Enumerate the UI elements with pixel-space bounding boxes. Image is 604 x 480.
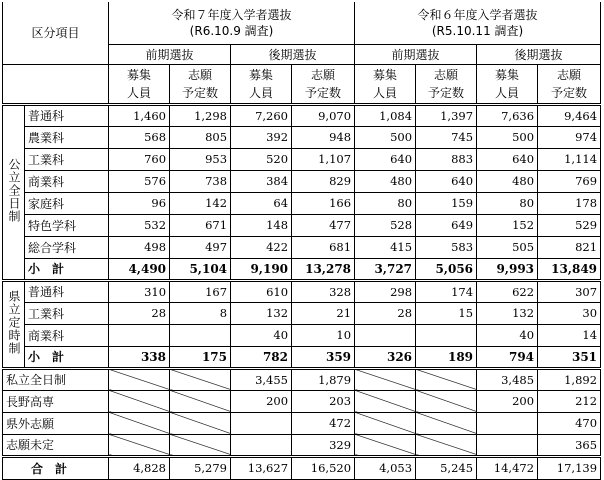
value-cell: 142 bbox=[170, 192, 231, 214]
value-cell: 769 bbox=[538, 170, 601, 192]
value-cell: 5,279 bbox=[170, 456, 231, 479]
row-label: 小 計 bbox=[25, 346, 109, 368]
value-cell: 9,070 bbox=[292, 104, 355, 126]
value-cell: 576 bbox=[109, 170, 170, 192]
applicants-label-2: 予定数 bbox=[182, 85, 219, 100]
value-cell: 529 bbox=[538, 214, 601, 236]
value-cell bbox=[477, 434, 538, 456]
value-cell: 649 bbox=[416, 214, 477, 236]
value-cell: 13,627 bbox=[231, 456, 292, 479]
applicants-label-1: 志願 bbox=[311, 67, 336, 82]
value-cell: 152 bbox=[477, 214, 538, 236]
value-cell: 681 bbox=[292, 236, 355, 258]
quota-label-1: 募集 bbox=[373, 67, 398, 82]
value-cell: 175 bbox=[170, 346, 231, 368]
not-applicable-cell bbox=[416, 390, 477, 412]
value-cell: 8 bbox=[170, 302, 231, 324]
value-cell: 974 bbox=[538, 126, 601, 148]
value-cell: 477 bbox=[292, 214, 355, 236]
value-cell: 328 bbox=[292, 280, 355, 302]
value-cell: 4,053 bbox=[355, 456, 416, 479]
value-cell: 392 bbox=[231, 126, 292, 148]
value-cell: 148 bbox=[231, 214, 292, 236]
quota-label-1: 募集 bbox=[249, 67, 274, 82]
value-cell: 96 bbox=[109, 192, 170, 214]
quota-header bbox=[109, 64, 170, 104]
value-cell: 200 bbox=[231, 390, 292, 412]
value-cell: 200 bbox=[477, 390, 538, 412]
row-label: 工業科 bbox=[25, 148, 109, 170]
applicants-label-1: 志願 bbox=[188, 67, 213, 82]
row-label: 工業科 bbox=[25, 302, 109, 324]
enrollment-table-container bbox=[2, 2, 601, 480]
value-cell: 159 bbox=[416, 192, 477, 214]
not-applicable-cell bbox=[109, 412, 170, 434]
r7-late-header: 後期選抜 bbox=[231, 44, 355, 64]
enrollment-table bbox=[2, 2, 601, 480]
applicants-header bbox=[538, 64, 601, 104]
r6-title: 令和６年度入学者選抜 bbox=[417, 7, 538, 22]
value-cell: 80 bbox=[355, 192, 416, 214]
not-applicable-cell bbox=[416, 368, 477, 390]
value-cell: 28 bbox=[355, 302, 416, 324]
row-label: 志願未定 bbox=[3, 434, 109, 456]
value-cell: 132 bbox=[231, 302, 292, 324]
value-cell: 167 bbox=[170, 280, 231, 302]
table-row bbox=[3, 170, 601, 192]
value-cell: 365 bbox=[538, 434, 601, 456]
value-cell: 1,107 bbox=[292, 148, 355, 170]
not-applicable-cell bbox=[355, 434, 416, 456]
value-cell: 14,472 bbox=[477, 456, 538, 479]
value-cell: 497 bbox=[170, 236, 231, 258]
value-cell: 415 bbox=[355, 236, 416, 258]
not-applicable-cell bbox=[416, 434, 477, 456]
value-cell: 9,464 bbox=[538, 104, 601, 126]
value-cell: 829 bbox=[292, 170, 355, 192]
value-cell: 610 bbox=[231, 280, 292, 302]
value-cell: 1,397 bbox=[416, 104, 477, 126]
public-full-group bbox=[3, 104, 25, 280]
value-cell: 1,892 bbox=[538, 368, 601, 390]
value-cell: 15 bbox=[416, 302, 477, 324]
value-cell bbox=[416, 324, 477, 346]
value-cell: 953 bbox=[170, 148, 231, 170]
applicants-label-2: 予定数 bbox=[428, 85, 465, 100]
value-cell: 166 bbox=[292, 192, 355, 214]
value-cell: 132 bbox=[477, 302, 538, 324]
value-cell: 1,114 bbox=[538, 148, 601, 170]
value-cell: 298 bbox=[355, 280, 416, 302]
value-cell: 178 bbox=[538, 192, 601, 214]
value-cell: 40 bbox=[231, 324, 292, 346]
row-label: 小 計 bbox=[25, 258, 109, 280]
applicants-label-1: 志願 bbox=[557, 67, 582, 82]
value-cell: 338 bbox=[109, 346, 170, 368]
value-cell: 794 bbox=[477, 346, 538, 368]
value-cell: 422 bbox=[231, 236, 292, 258]
table-row bbox=[3, 368, 601, 390]
table-row bbox=[3, 390, 601, 412]
value-cell: 948 bbox=[292, 126, 355, 148]
value-cell bbox=[231, 412, 292, 434]
applicants-header bbox=[170, 64, 231, 104]
value-cell: 9,993 bbox=[477, 258, 538, 280]
value-cell: 307 bbox=[538, 280, 601, 302]
applicants-label-1: 志願 bbox=[434, 67, 459, 82]
value-cell: 528 bbox=[355, 214, 416, 236]
value-cell: 329 bbox=[292, 434, 355, 456]
quota-label-2: 人員 bbox=[249, 85, 274, 100]
value-cell: 21 bbox=[292, 302, 355, 324]
not-applicable-cell bbox=[355, 412, 416, 434]
value-cell: 640 bbox=[416, 170, 477, 192]
row-label: 総合学科 bbox=[25, 236, 109, 258]
value-cell: 883 bbox=[416, 148, 477, 170]
r7-survey-date: (R6.10.9 調査) bbox=[189, 23, 274, 38]
value-cell: 738 bbox=[170, 170, 231, 192]
table-row bbox=[3, 126, 601, 148]
table-row bbox=[3, 434, 601, 456]
quota-header bbox=[231, 64, 292, 104]
quota-label-2: 人員 bbox=[127, 85, 152, 100]
value-cell: 480 bbox=[477, 170, 538, 192]
r7-early-header: 前期選抜 bbox=[109, 44, 231, 64]
value-cell: 4,490 bbox=[109, 258, 170, 280]
row-label: 商業科 bbox=[25, 170, 109, 192]
value-cell: 5,245 bbox=[416, 456, 477, 479]
value-cell: 16,520 bbox=[292, 456, 355, 479]
row-label: 私立全日制 bbox=[3, 368, 109, 390]
value-cell: 17,139 bbox=[538, 456, 601, 479]
value-cell: 583 bbox=[416, 236, 477, 258]
table-row bbox=[3, 214, 601, 236]
total-row bbox=[3, 456, 601, 479]
subheader-blank bbox=[3, 64, 109, 104]
value-cell: 351 bbox=[538, 346, 601, 368]
r6-survey-date: (R5.10.11 調査) bbox=[431, 23, 524, 38]
value-cell: 310 bbox=[109, 280, 170, 302]
value-cell: 40 bbox=[477, 324, 538, 346]
value-cell: 1,298 bbox=[170, 104, 231, 126]
applicants-header bbox=[292, 64, 355, 104]
quota-label-2: 人員 bbox=[373, 85, 398, 100]
value-cell: 3,455 bbox=[231, 368, 292, 390]
value-cell: 384 bbox=[231, 170, 292, 192]
r6-late-header: 後期選抜 bbox=[477, 44, 601, 64]
row-label: 長野高専 bbox=[3, 390, 109, 412]
not-applicable-cell bbox=[170, 434, 231, 456]
r7-title-cell bbox=[109, 2, 355, 44]
value-cell: 3,485 bbox=[477, 368, 538, 390]
subtotal-row bbox=[3, 258, 601, 280]
applicants-label-2: 予定数 bbox=[305, 85, 342, 100]
value-cell: 80 bbox=[477, 192, 538, 214]
value-cell: 1,084 bbox=[355, 104, 416, 126]
not-applicable-cell bbox=[109, 434, 170, 456]
row-label: 特色学科 bbox=[25, 214, 109, 236]
value-cell: 326 bbox=[355, 346, 416, 368]
not-applicable-cell bbox=[109, 390, 170, 412]
value-cell: 5,056 bbox=[416, 258, 477, 280]
value-cell: 5,104 bbox=[170, 258, 231, 280]
not-applicable-cell bbox=[416, 412, 477, 434]
table-row bbox=[3, 412, 601, 434]
table-row bbox=[3, 302, 601, 324]
value-cell: 7,636 bbox=[477, 104, 538, 126]
r7-title: 令和７年度入学者選抜 bbox=[171, 7, 292, 22]
value-cell: 640 bbox=[355, 148, 416, 170]
value-cell: 13,278 bbox=[292, 258, 355, 280]
quota-header bbox=[355, 64, 416, 104]
value-cell: 671 bbox=[170, 214, 231, 236]
value-cell: 14 bbox=[538, 324, 601, 346]
value-cell: 13,849 bbox=[538, 258, 601, 280]
value-cell: 480 bbox=[355, 170, 416, 192]
not-applicable-cell bbox=[355, 368, 416, 390]
not-applicable-cell bbox=[170, 390, 231, 412]
value-cell bbox=[355, 324, 416, 346]
value-cell: 640 bbox=[477, 148, 538, 170]
part-time-group-label: 県立定時制 bbox=[7, 290, 21, 355]
table-row bbox=[3, 236, 601, 258]
value-cell: 7,260 bbox=[231, 104, 292, 126]
not-applicable-cell bbox=[170, 412, 231, 434]
row-label: 家庭科 bbox=[25, 192, 109, 214]
value-cell: 28 bbox=[109, 302, 170, 324]
value-cell bbox=[231, 434, 292, 456]
value-cell: 1,460 bbox=[109, 104, 170, 126]
subtotal-row bbox=[3, 346, 601, 368]
value-cell: 520 bbox=[231, 148, 292, 170]
row-label: 商業科 bbox=[25, 324, 109, 346]
value-cell: 212 bbox=[538, 390, 601, 412]
value-cell bbox=[109, 324, 170, 346]
value-cell: 359 bbox=[292, 346, 355, 368]
value-cell: 805 bbox=[170, 126, 231, 148]
public-full-group-label: 公立全日制 bbox=[7, 158, 21, 223]
quota-header bbox=[477, 64, 538, 104]
value-cell: 568 bbox=[109, 126, 170, 148]
quota-label-1: 募集 bbox=[495, 67, 520, 82]
value-cell: 498 bbox=[109, 236, 170, 258]
row-label: 普通科 bbox=[25, 104, 109, 126]
value-cell: 10 bbox=[292, 324, 355, 346]
table-row bbox=[3, 324, 601, 346]
value-cell: 760 bbox=[109, 148, 170, 170]
total-label: 合 計 bbox=[3, 456, 109, 479]
value-cell: 505 bbox=[477, 236, 538, 258]
table-row bbox=[3, 192, 601, 214]
value-cell bbox=[477, 412, 538, 434]
not-applicable-cell bbox=[355, 390, 416, 412]
value-cell: 500 bbox=[477, 126, 538, 148]
r6-early-header: 前期選抜 bbox=[355, 44, 477, 64]
value-cell: 1,879 bbox=[292, 368, 355, 390]
table-row bbox=[3, 104, 601, 126]
category-header: 区分項目 bbox=[3, 2, 109, 64]
value-cell: 3,727 bbox=[355, 258, 416, 280]
value-cell: 64 bbox=[231, 192, 292, 214]
value-cell: 203 bbox=[292, 390, 355, 412]
value-cell: 472 bbox=[292, 412, 355, 434]
table-row bbox=[3, 280, 601, 302]
not-applicable-cell bbox=[170, 368, 231, 390]
part-time-group bbox=[3, 280, 25, 368]
value-cell: 9,190 bbox=[231, 258, 292, 280]
row-label: 県外志願 bbox=[3, 412, 109, 434]
applicants-header bbox=[416, 64, 477, 104]
quota-label-1: 募集 bbox=[127, 67, 152, 82]
value-cell: 821 bbox=[538, 236, 601, 258]
value-cell: 470 bbox=[538, 412, 601, 434]
value-cell bbox=[170, 324, 231, 346]
value-cell: 532 bbox=[109, 214, 170, 236]
table-row bbox=[3, 148, 601, 170]
value-cell: 174 bbox=[416, 280, 477, 302]
row-label: 普通科 bbox=[25, 280, 109, 302]
value-cell: 782 bbox=[231, 346, 292, 368]
quota-label-2: 人員 bbox=[495, 85, 520, 100]
applicants-label-2: 予定数 bbox=[551, 85, 588, 100]
r6-title-cell bbox=[355, 2, 601, 44]
value-cell: 500 bbox=[355, 126, 416, 148]
value-cell: 4,828 bbox=[109, 456, 170, 479]
value-cell: 745 bbox=[416, 126, 477, 148]
value-cell: 30 bbox=[538, 302, 601, 324]
value-cell: 189 bbox=[416, 346, 477, 368]
not-applicable-cell bbox=[109, 368, 170, 390]
row-label: 農業科 bbox=[25, 126, 109, 148]
value-cell: 622 bbox=[477, 280, 538, 302]
